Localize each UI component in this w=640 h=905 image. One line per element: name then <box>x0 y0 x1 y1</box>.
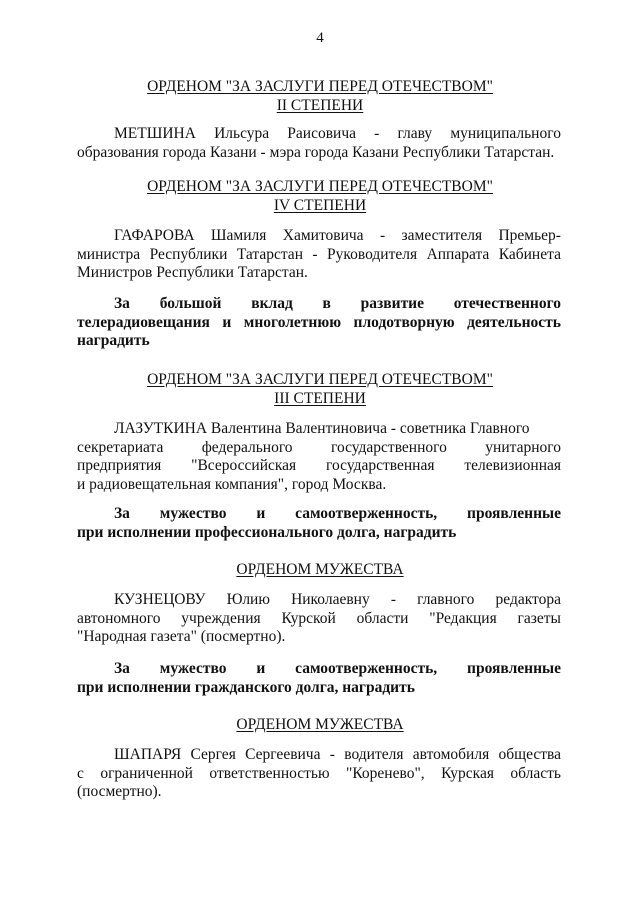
recipient-paragraph <box>77 746 561 802</box>
word: Ильсура <box>214 125 270 142</box>
word: Кабинета <box>498 245 561 263</box>
word: самоотверженность, <box>295 505 438 522</box>
text-line <box>77 591 561 610</box>
heading-text: ОРДЕНОМ "ЗА ЗАСЛУГИ ПЕРЕД ОТЕЧЕСТВОМ" <box>147 178 493 195</box>
text-line: Министров Республики Татарстан. <box>77 264 308 281</box>
word: с <box>77 764 84 782</box>
word: редактора <box>495 591 561 608</box>
word: многолетнюю <box>243 313 342 331</box>
word: - <box>390 591 396 608</box>
text-line <box>77 765 561 784</box>
text-line <box>77 295 561 314</box>
word: автомобиля <box>412 746 490 763</box>
text-line: и радиовещательная компания", город Москва. <box>77 475 387 493</box>
heading-line <box>60 389 580 408</box>
word: и <box>256 660 266 677</box>
word: Аппарата <box>426 245 490 263</box>
word: - <box>374 125 380 142</box>
heading-line <box>60 196 580 215</box>
award-intro <box>77 295 561 351</box>
word: вклад <box>251 295 293 312</box>
word: плодотворную <box>353 313 455 331</box>
text-line <box>77 660 561 679</box>
word: Руководителя <box>327 245 418 263</box>
award-heading <box>60 177 580 215</box>
word: и <box>222 313 232 331</box>
heading-text: ОРДЕНОМ "ЗА ЗАСЛУГИ ПЕРЕД ОТЕЧЕСТВОМ" <box>147 371 493 388</box>
text-line: (посмертно). <box>77 783 162 800</box>
word: области <box>356 609 409 627</box>
text-line <box>77 610 561 629</box>
word: общества <box>498 746 561 763</box>
heading-text: ОРДЕНОМ МУЖЕСТВА <box>236 716 404 733</box>
text-line: при исполнении гражданского долга, наградить <box>77 678 415 696</box>
word: "Всероссийская <box>191 457 297 474</box>
award-heading <box>60 370 580 408</box>
word: За <box>114 295 130 312</box>
word: самоотверженность, <box>295 660 438 677</box>
text-line <box>77 746 561 765</box>
word: Курской <box>281 609 336 627</box>
word: Республики <box>149 245 228 263</box>
word: Шамиля <box>210 227 267 244</box>
text-line: при исполнении профессионального долга, наградить <box>77 523 457 541</box>
word: "Коренево", <box>346 764 425 782</box>
heading-text: II СТЕПЕНИ <box>276 97 364 114</box>
page-number: 4 <box>316 30 324 46</box>
word: телерадиовещания <box>77 313 210 331</box>
word: За <box>114 660 130 677</box>
word: ограниченной <box>100 764 193 782</box>
word: государственная <box>326 457 435 474</box>
word: "Редакция <box>429 609 497 627</box>
heading-text: ОРДЕНОМ МУЖЕСТВА <box>236 561 404 578</box>
word: газеты <box>517 609 561 627</box>
word: ШАПАРЯ <box>114 746 182 763</box>
word: КУЗНЕЦОВУ <box>114 591 206 608</box>
word: область <box>510 764 561 782</box>
word: Хамитовича <box>282 227 364 244</box>
word: - <box>379 227 386 244</box>
text-line: образования города Казани - мэра города Казани Республики Татарстан. <box>77 143 555 161</box>
word: главного <box>417 591 475 608</box>
word: министра <box>77 245 141 263</box>
word: предприятия <box>77 457 162 474</box>
award-heading <box>60 715 580 734</box>
word: Раисовича <box>287 125 356 142</box>
word: развитие <box>360 295 424 312</box>
word: отечественного <box>453 295 561 312</box>
word: муниципального <box>450 125 561 142</box>
text-line <box>77 457 561 476</box>
word: большой <box>159 295 222 312</box>
text-line <box>77 439 561 458</box>
award-heading <box>60 560 580 579</box>
word: государственного <box>330 438 447 456</box>
word: Премьер- <box>498 227 561 244</box>
word: проявленные <box>467 660 561 677</box>
word: и <box>256 505 266 522</box>
word: мужество <box>159 660 227 677</box>
word: деятельность <box>467 313 561 331</box>
award-heading <box>60 77 580 115</box>
recipient-paragraph <box>77 420 561 494</box>
heading-line <box>60 370 580 389</box>
text-line: "Народная газета" (посмертно). <box>77 628 286 645</box>
text-line <box>77 125 561 144</box>
award-intro <box>77 505 561 542</box>
heading-line <box>60 177 580 196</box>
heading-line <box>60 96 580 115</box>
text-line: наградить <box>77 332 150 349</box>
word: унитарного <box>485 438 561 456</box>
word: За <box>114 505 130 522</box>
word: телевизионная <box>464 457 561 474</box>
word: учреждения <box>181 609 261 627</box>
word: секретариата <box>77 438 164 456</box>
award-intro <box>77 660 561 697</box>
word: водителя <box>344 746 404 763</box>
text-line <box>77 246 561 265</box>
word: мужество <box>159 505 227 522</box>
word: МЕТШИНА <box>114 125 196 142</box>
word: Татарстан <box>236 245 303 263</box>
word: Сергея <box>190 746 236 763</box>
word: главу <box>397 125 433 142</box>
word: Курская <box>441 764 494 782</box>
heading-line <box>60 77 580 96</box>
heading-text: ОРДЕНОМ "ЗА ЗАСЛУГИ ПЕРЕД ОТЕЧЕСТВОМ" <box>147 78 493 95</box>
recipient-paragraph <box>77 125 561 162</box>
text-line <box>77 314 561 333</box>
heading-text: III СТЕПЕНИ <box>274 390 366 407</box>
word: федерального <box>201 438 293 456</box>
word: ответственностью <box>209 764 330 782</box>
text-line: ЛАЗУТКИНА Валентина Валентиновича - советника Главного <box>114 420 530 437</box>
recipient-paragraph <box>77 227 561 283</box>
word: Николаевну <box>291 591 370 608</box>
word: заместителя <box>401 227 483 244</box>
word: Сергеевича <box>245 746 321 763</box>
word: Юлию <box>226 591 270 608</box>
word: ГАФАРОВА <box>114 227 195 244</box>
word: проявленные <box>467 505 561 522</box>
text-line <box>77 505 561 524</box>
text-line <box>77 227 561 246</box>
recipient-paragraph <box>77 591 561 647</box>
word: - <box>312 245 318 263</box>
word: в <box>322 295 331 312</box>
word: - <box>329 746 335 763</box>
word: автономного <box>77 609 161 627</box>
heading-line <box>60 715 580 734</box>
heading-line <box>60 560 580 579</box>
heading-text: IV СТЕПЕНИ <box>273 197 367 214</box>
